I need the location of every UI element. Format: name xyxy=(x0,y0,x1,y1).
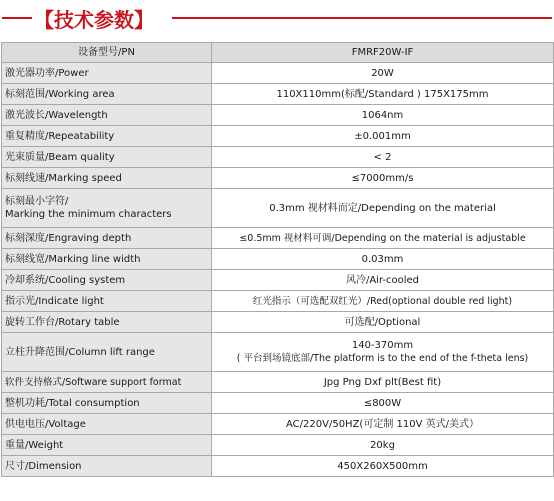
spec-value: AC/220V/50HZ(可定制 110V 英式/美式） xyxy=(212,414,554,435)
spec-value: 450X260X500mm xyxy=(212,456,554,477)
spec-row xyxy=(2,456,554,477)
spec-row xyxy=(2,414,554,435)
spec-label-line1: 标刻最小字符/ xyxy=(5,196,69,207)
spec-header-row xyxy=(2,43,554,63)
spec-row xyxy=(2,270,554,291)
spec-label: 指示光/Indicate light xyxy=(2,291,212,312)
spec-label: 标刻范围/Working area xyxy=(2,84,212,105)
spec-value-line1: 140-370mm xyxy=(351,340,414,351)
spec-value: 红光指示（可选配双红光）/Red(optional double red light) xyxy=(212,291,554,312)
spec-value: ≤800W xyxy=(212,393,554,414)
spec-label: 重复精度/Repeatability xyxy=(2,126,212,147)
spec-row xyxy=(2,372,554,393)
spec-row xyxy=(2,147,554,168)
title-divider-left xyxy=(2,17,32,19)
spec-row xyxy=(2,393,554,414)
spec-value xyxy=(212,333,554,372)
spec-value: Jpg Png Dxf plt(Best fit) xyxy=(212,372,554,393)
spec-label: 软件支持格式/Software support format xyxy=(2,372,212,393)
spec-value: ±0.001mm xyxy=(212,126,554,147)
section-title: 【技术参数】 xyxy=(34,8,154,32)
spec-value: 1064nm xyxy=(212,105,554,126)
spec-label: 光束质量/Beam quality xyxy=(2,147,212,168)
spec-label xyxy=(2,189,212,228)
spec-label: 激光波长/Wavelength xyxy=(2,105,212,126)
spec-value: ≤7000mm/s xyxy=(212,168,554,189)
spec-label: 整机功耗/Total consumption xyxy=(2,393,212,414)
spec-value-line2: ( 平台到场镜底部/The platform is to the end of the f-theta lens) xyxy=(236,353,529,364)
spec-row xyxy=(2,291,554,312)
spec-label: 供电电压/Voltage xyxy=(2,414,212,435)
spec-label: 旋转工作台/Rotary table xyxy=(2,312,212,333)
spec-label: 立柱升降范围/Column lift range xyxy=(2,333,212,372)
spec-label: 标刻线速/Marking speed xyxy=(2,168,212,189)
spec-value: 可选配/Optional xyxy=(212,312,554,333)
spec-row xyxy=(2,168,554,189)
spec-value: ≤0.5mm 视材料可调/Depending on the material is adjustable xyxy=(212,228,554,249)
spec-value: 0.3mm 视材料而定/Depending on the material xyxy=(212,189,554,228)
spec-row xyxy=(2,249,554,270)
spec-value: 20W xyxy=(212,63,554,84)
spec-label: 激光器功率/Power xyxy=(2,63,212,84)
spec-row xyxy=(2,189,554,228)
spec-row xyxy=(2,312,554,333)
spec-value: 0.03mm xyxy=(212,249,554,270)
spec-row xyxy=(2,126,554,147)
title-divider-right xyxy=(172,17,552,19)
spec-row xyxy=(2,228,554,249)
spec-row xyxy=(2,84,554,105)
spec-label: 标刻深度/Engraving depth xyxy=(2,228,212,249)
spec-row xyxy=(2,333,554,372)
spec-label-line2: Marking the minimum characters xyxy=(5,209,172,220)
spec-value: 20kg xyxy=(212,435,554,456)
spec-label: 标刻线宽/Marking line width xyxy=(2,249,212,270)
spec-label: 尺寸/Dimension xyxy=(2,456,212,477)
spec-label: 重量/Weight xyxy=(2,435,212,456)
spec-label: 冷却系统/Cooling system xyxy=(2,270,212,291)
spec-row xyxy=(2,63,554,84)
spec-header-label: 设备型号/PN xyxy=(2,43,212,63)
spec-row xyxy=(2,105,554,126)
section-title-bar xyxy=(0,0,554,36)
spec-value: 110X110mm(标配/Standard ) 175X175mm xyxy=(212,84,554,105)
spec-header-value: FMRF20W-IF xyxy=(212,43,554,63)
spec-table xyxy=(1,42,554,477)
spec-row xyxy=(2,435,554,456)
spec-value: 风冷/Air-cooled xyxy=(212,270,554,291)
spec-value: < 2 xyxy=(212,147,554,168)
